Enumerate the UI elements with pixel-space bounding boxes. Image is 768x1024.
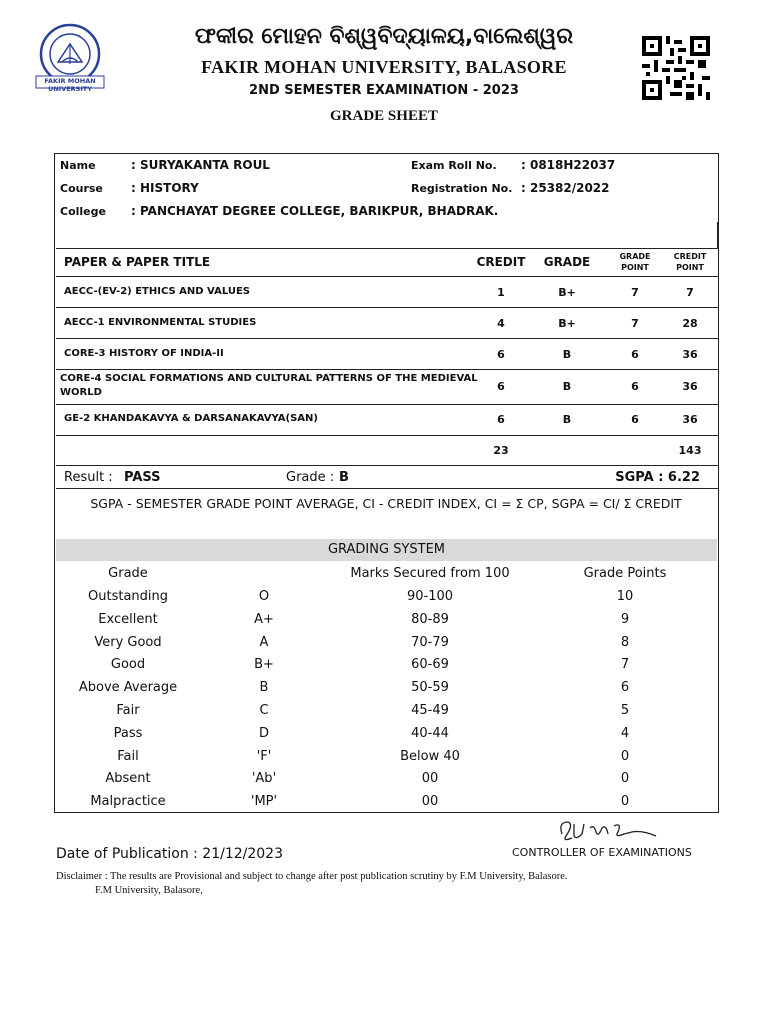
grading-grade: Fail [117,749,139,764]
credit-point-header-1: CREDIT [673,252,707,261]
grading-points: 4 [620,726,630,741]
roll-label: Exam Roll No. [411,159,497,172]
name-label: Name [60,159,96,172]
grading-header-grade: Grade [108,566,148,581]
table-row-credit: 6 [497,380,505,393]
grading-marks: 90-100 [406,589,454,604]
grading-marks: 40-44 [411,726,449,741]
publication-date: Date of Publication : 21/12/2023 [56,846,283,862]
total-credit: 23 [493,444,509,457]
grading-marks: 80-89 [411,612,449,627]
course-value: : HISTORY [131,181,199,195]
grade-sheet-title: GRADE SHEET [330,108,438,124]
result-label: Result : [64,470,113,485]
grading-grade: Fair [116,703,140,718]
credit-point-header [665,251,715,273]
disclaimer-continued: F.M University, Balasore, [95,885,203,896]
table-row-credit-point: 36 [682,413,698,426]
grading-letter: 'MP' [250,794,278,809]
table-row-grade: B+ [558,286,576,299]
grading-marks: 00 [421,794,439,809]
grading-grade: Excellent [98,612,158,627]
grading-points: 9 [620,612,630,627]
table-row-credit: 6 [497,348,505,361]
roll-value: : 0818H22037 [521,158,616,172]
table-row-grade: B [562,380,572,393]
table-row-paper: AECC-1 ENVIRONMENTAL STUDIES [64,317,257,328]
grade-point-header [610,251,660,273]
grading-grade: Pass [113,726,143,741]
university-title: FAKIR MOHAN UNIVERSITY, BALASORE [201,57,567,77]
grading-points: 6 [620,680,630,695]
grade-label: Grade : [286,470,335,485]
grading-marks: 70-79 [411,635,449,650]
table-row-grade-point: 7 [631,317,639,330]
credit-header: CREDIT [476,255,526,269]
grading-marks: 45-49 [411,703,449,718]
course-label: Course [60,182,103,195]
registration-label: Registration No. [411,182,513,195]
grading-points: 0 [620,749,630,764]
table-row-credit: 6 [497,413,505,426]
table-row-grade-point: 7 [631,286,639,299]
credit-point-header-2: POINT [676,263,704,272]
grading-marks: 50-59 [411,680,449,695]
grading-grade: Good [110,657,146,672]
grading-header-points: Grade Points [583,566,667,581]
table-row-paper: AECC-(EV-2) ETHICS AND VALUES [64,286,251,297]
grading-header-marks: Marks Secured from 100 [350,566,510,581]
grading-points: 10 [616,589,634,604]
grade-point-header-2: POINT [621,263,649,272]
table-row-grade: B [562,348,572,361]
college-value: : PANCHAYAT DEGREE COLLEGE, BARIKPUR, BHADRAK. [131,204,499,218]
grading-letter: 'Ab' [251,771,277,786]
grading-points: 0 [620,771,630,786]
grading-marks: Below 40 [400,749,460,764]
grading-grade: Outstanding [88,589,168,604]
grading-points: 5 [620,703,630,718]
exam-title: 2ND SEMESTER EXAMINATION - 2023 [249,83,519,98]
university-title-odia: ଫକୀର ମୋହନ ବିଶ୍ୱବିଦ୍ୟାଳୟ,ବାଲେଶ୍ୱର [194,24,574,49]
grading-points: 7 [620,657,630,672]
grading-letter: B [259,680,269,695]
grade-value: B [339,470,349,485]
grading-marks: 00 [421,771,439,786]
grading-grade: Absent [105,771,151,786]
sgpa-legend: SGPA - SEMESTER GRADE POINT AVERAGE, CI - CREDIT INDEX, CI = Σ CP, SGPA = CI/ Σ CREDIT [90,496,682,511]
total-credit-point: 143 [678,444,702,457]
table-row-grade-point: 6 [631,348,639,361]
table-row-credit-point: 36 [682,348,698,361]
controller-signature [552,814,672,846]
table-row-credit: 4 [497,317,505,330]
grading-grade: Very Good [94,635,162,650]
grade-point-header-1: GRADE [619,252,651,261]
controller-title: CONTROLLER OF EXAMINATIONS [512,846,692,859]
grading-points: 8 [620,635,630,650]
table-row-grade-point: 6 [631,380,639,393]
grade-header: GRADE [543,255,591,269]
table-row-grade-point: 6 [631,413,639,426]
table-row-grade: B [562,413,572,426]
disclaimer: Disclaimer : The results are Provisional and subject to change after post publication scrutiny by F.M University, Balasore. [56,871,568,882]
grading-title: GRADING SYSTEM [327,542,446,557]
table-row-paper: CORE-3 HISTORY OF INDIA-II [64,348,224,359]
grading-letter: C [259,703,269,718]
grading-marks: 60-69 [411,657,449,672]
table-row-paper: GE-2 KHANDAKAVYA & DARSANAKAVYA(SAN) [64,413,318,424]
grading-points: 0 [620,794,630,809]
sgpa-value: SGPA : 6.22 [615,470,700,485]
registration-value: : 25382/2022 [521,181,610,195]
student-name: : SURYAKANTA ROUL [131,158,270,172]
table-row-credit-point: 36 [682,380,698,393]
grading-letter: O [258,589,270,604]
table-row-credit-point: 28 [682,317,698,330]
grading-letter: D [258,726,269,741]
grading-grade: Malpractice [90,794,166,809]
table-row-credit: 1 [497,286,505,299]
table-row-grade: B+ [558,317,576,330]
grading-letter: A [259,635,269,650]
grading-grade: Above Average [78,680,178,695]
grading-letter: B+ [254,657,274,672]
table-row-credit-point: 7 [686,286,694,299]
grading-letter: A+ [254,612,274,627]
result-value: PASS [124,470,161,485]
table-row-paper: CORE-4 SOCIAL FORMATIONS AND CULTURAL PATTERNS OF THE MEDIEVAL WORLD [60,373,478,398]
college-label: College [60,205,106,218]
paper-header: PAPER & PAPER TITLE [64,255,211,269]
grading-letter: 'F' [256,749,272,764]
logo-text: FAKIR MOHAN UNIVERSITY [44,77,96,93]
